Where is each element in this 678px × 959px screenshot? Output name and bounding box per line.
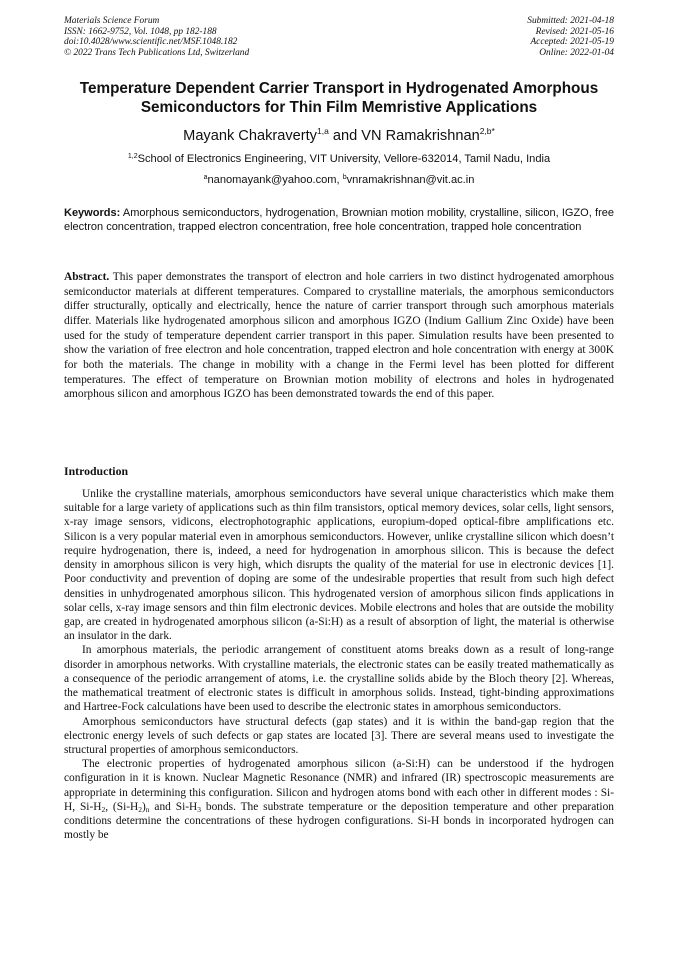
paper-title-line-2: Semiconductors for Thin Film Memristive Applications xyxy=(140,98,538,116)
email-a-mark: a xyxy=(203,174,208,181)
introduction-body xyxy=(64,487,614,842)
introduction-paragraph-1: Unlike the crystalline materials, amorphous semiconductors have several unique characteristics which make them suitable for a large variety of applications such as thin film transistors, optical memory devices, solar cells, light sensors, x-ray image sensors, vidicons, electrophotographic applications, europium-doped optical-fibre amplifications etc. Silicon is a very popular material even in amorphous semiconductors. However, unlike crystalline silicon which doesn’t require hydrogenation, there is, indeed, a need for hydrogenation in amorphous silicon. This is because the defect density in amorphous silicon is very high, which disrupts the quality of the material for use in electronic devices [1]. Poor conductivity and prevention of doping are some of the undesirable properties that result from such high defect densities in unhydrogenated amorphous silicon. This hydrogenated version of amorphous silicon finds applications in solar cells, x-ray image sensors and thin film electronic devices. Mobile electrons and holes that are outside the mobility gap, are created in hydrogenated amorphous silicon (a-Si:H) as a result of absorption of light, the material is otherwise an insulator in the dark. xyxy=(64,488,614,643)
abstract-text: This paper demonstrates the transport of electron and hole carriers in two distinct hydrogenated amorphous semiconductor materials at different temperatures. Compared to crystalline materials, the amorphous semiconductors differ structurally, optically and electrically, hence the nature of carrier transport through such amorphous materials differ. Materials like hydrogenated amorphous silicon and amorphous IGZO (Indium Gallium Zinc Oxide) have been used for the study of temperature dependent carrier transport in this paper. Simulation results have been presented to show the variation of free electron and hole concentration, trapped electron and hole concentration with energy at 300K for both the materials. The change in mobility with a change in the Fermi level has been plotted for different temperatures. The effect of temperature on Brownian motion mobility of electrons and holes in hydrogenated amorphous silicon and amorphous IGZO has been demonstrated towards the end of this paper. xyxy=(64,271,614,401)
keywords-text: Amorphous semiconductors, hydrogenation, Brownian motion mobility, crystalline, silicon, IGZO, free electron concentration, trapped electron concentration, free hole concentration, trapped hole concentration xyxy=(64,207,614,233)
journal-info xyxy=(64,16,249,58)
subscript-2b: 2 xyxy=(138,804,142,814)
author-emails xyxy=(40,171,638,187)
revised-date: Revised: 2021-05-16 xyxy=(535,26,614,37)
author-1: Mayank Chakraverty xyxy=(183,128,317,144)
abstract-block xyxy=(64,270,614,402)
introduction-heading: Introduction xyxy=(64,464,129,478)
abstract-label: Abstract. xyxy=(64,271,110,283)
email-b[interactable]: vnramakrishnan@vit.ac.in xyxy=(346,174,475,186)
online-date: Online: 2022-01-04 xyxy=(539,47,614,58)
affiliation-mark: 1,2 xyxy=(127,153,138,160)
journal-doi[interactable]: doi:10.4028/www.scientific.net/MSF.1048.182 xyxy=(64,37,238,48)
paper-title xyxy=(40,80,638,117)
journal-issn: ISSN: 1662-9752, Vol. 1048, pp 182-188 xyxy=(64,26,217,37)
email-a[interactable]: nanomayank@yahoo.com, xyxy=(207,174,343,186)
author-list xyxy=(40,122,638,145)
introduction-paragraph-2: In amorphous materials, the periodic arrangement of constituent atoms breaks down as a result of long-range disorder in amorphous networks. With crystalline materials, the electronic states can be easily treated mathematically as a consequence of the periodic arrangement of atoms, i.e. the crystalline solids abide by the Bloch theory [2]. Whereas, the mathematical treatment of electronic states is difficult in amorphous solids. Instead, tight-binding approximations and Hartree-Fock calculations have been used to describe the electronic states in amorphous semiconductors. xyxy=(64,644,614,714)
paragraph-4-part-d: and Si-H xyxy=(149,800,198,813)
submitted-date: Submitted: 2021-04-18 xyxy=(527,16,614,26)
email-b-mark: b xyxy=(342,174,347,181)
accepted-date: Accepted: 2021-05-19 xyxy=(530,37,614,48)
affiliation-text: School of Electronics Engineering, VIT University, Vellore-632014, Tamil Nadu, India xyxy=(137,153,551,165)
paragraph-4-part-e: bonds. The substrate temperature or the deposition temperature and other preparation conditions determine the concentrations of these hydrogen configurations. Si-H bonds in incorporated hydrogen can mostly be xyxy=(64,800,614,842)
author-2: VN Ramakrishnan xyxy=(361,128,480,144)
keywords-block xyxy=(64,206,614,234)
introduction-paragraph-3: Amorphous semiconductors have structural defects (gap states) and it is within the band-gap region that the electronic energy levels of such defects or gap states are located [3]. There are several means used to investigate the structural properties of amorphous semiconductors. xyxy=(64,715,614,756)
journal-copyright: © 2022 Trans Tech Publications Ltd, Switzerland xyxy=(64,47,250,58)
paragraph-4-part-a: The electronic properties of hydrogenated amorphous silicon (a-Si:H) can be understood if the hydrogen configuration in it is known. Nuclear Magnetic Resonance (NMR) and infrared (IR) spectroscopic measurements are appropriate in determining this configuration. Silicon and hydrogen atoms bond with each other in different modes : Si-H, Si-H xyxy=(64,758,614,813)
publication-dates xyxy=(527,16,614,58)
subscript-3: 3 xyxy=(197,804,201,814)
paper-title-line-1: Temperature Dependent Carrier Transport in Hydrogenated Amorphous xyxy=(79,80,599,97)
paragraph-4-part-c: ) xyxy=(142,800,146,813)
introduction-paragraph-4 xyxy=(64,757,614,842)
affiliation xyxy=(40,150,638,166)
author-1-affiliation-mark: 1,a xyxy=(316,126,329,136)
subscript-n: n xyxy=(145,804,150,814)
keywords-label: Keywords: xyxy=(64,207,121,219)
author-conjunction: and xyxy=(328,128,362,144)
journal-name: Materials Science Forum xyxy=(64,16,160,26)
paragraph-4-part-b: , (Si-H xyxy=(105,800,139,813)
subscript-2a: 2 xyxy=(101,804,106,814)
author-2-affiliation-mark: 2,b* xyxy=(479,126,495,136)
